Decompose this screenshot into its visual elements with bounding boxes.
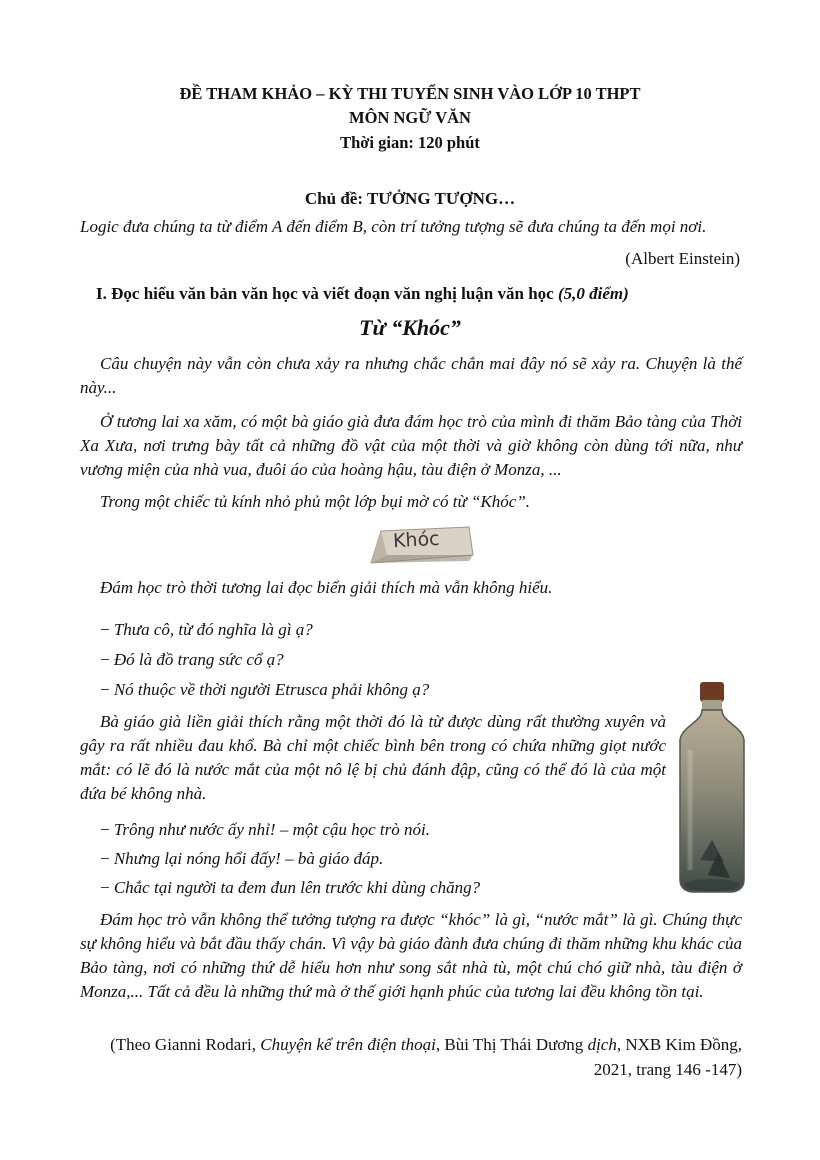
source-translator-role: dịch (587, 1035, 617, 1054)
section-heading (96, 281, 776, 306)
subject-title: MÔN NGỮ VĂN (349, 108, 471, 127)
paragraph-3: Trong một chiếc tủ kính nhỏ phủ một lớp bụi mờ có từ “Khóc”. (100, 492, 531, 511)
paragraph-2: Ở tương lai xa xăm, có một bà giáo già đưa đám học trò của mình đi thăm Bảo tàng của Thời Xa Xưa, nơi trưng bày tất cả những đồ vật của một thời và giờ không còn dùng tới nữa, như vương miện của nhà vua, đuôi áo của hoàng hậu, tàu điện ở Monza, ... (80, 412, 742, 479)
tear-bottle-illustration (672, 680, 750, 895)
paragraph-1: Câu chuyện này vẫn còn chưa xảy ra nhưng chắc chắn mai đây nó sẽ xảy ra. Chuyện là thế này... (80, 354, 742, 397)
source-part-e: , NXB Kim Đồng, (616, 1035, 742, 1054)
exam-title: ĐỀ THAM KHẢO – KỲ THI TUYỂN SINH VÀO LỚP 10 THPT (179, 84, 641, 103)
paragraph-5: Bà giáo già liền giải thích rằng một thời đó là từ được dùng rất thường xuyên và gây ra rất nhiều đau khổ. Bà chỉ một chiếc bình bên trong có chứa những giọt nước mắt: có lẽ đó là nước mắt của một nô lệ bị chủ đánh đập, cũng có thể đó là của một đứa bé không nhà. (80, 712, 666, 803)
khoc-label-illustration (365, 525, 475, 565)
epigraph-author: (Albert Einstein) (625, 249, 740, 268)
dialogue-line-4: − Trông như nước ấy nhỉ! – một cậu học trò nói. (100, 818, 660, 842)
paragraph-4: Đám học trò thời tương lai đọc biển giải thích mà vẫn không hiểu. (100, 578, 553, 597)
khoc-label-text: Khóc (392, 527, 441, 553)
time-limit: Thời gian: 120 phút (340, 133, 480, 152)
source-book-title: Chuyện kể trên điện thoại (260, 1035, 436, 1054)
story-title: Từ “Khóc” (359, 315, 461, 340)
source-part-a: (Theo Gianni Rodari, (110, 1035, 261, 1054)
dialogue-line-5: − Nhưng lại nóng hổi đấy! – bà giáo đáp. (100, 847, 660, 871)
dialogue-line-6: − Chắc tại người ta đem đun lên trước khi dùng chăng? (100, 876, 660, 900)
dialogue-line-1: − Thưa cô, từ đó nghĩa là gì ạ? (100, 618, 660, 642)
source-part-c: , Bùi Thị Thái Dương (435, 1035, 588, 1054)
section-heading-text: I. Đọc hiểu văn bản văn học và viết đoạn văn nghị luận văn học (96, 284, 558, 303)
dialogue-line-3: − Nó thuộc về thời người Etrusca phải không ạ? (100, 678, 660, 702)
source-citation-line-2: 2021, trang 146 -147) (593, 1060, 742, 1079)
section-points: (5,0 điểm) (557, 284, 629, 303)
bottle-graphic (672, 680, 750, 895)
paragraph-6: Đám học trò vẫn không thể tưởng tượng ra được “khóc” là gì, “nước mắt” là gì. Chúng thực sự không hiểu và bắt đầu thấy chán. Vì vậy bà giáo đành đưa chúng đi thăm những khu khác của Bảo tàng, nơi có những thứ dễ hiểu hơn như song sắt nhà tù, một chú chó giữ nhà, tàu điện ở Monza,... Tất cả đều là những thứ mà ở thế giới hạnh phúc của tương lai đều không tồn tại. (80, 910, 742, 1001)
source-citation (70, 1032, 742, 1057)
epigraph-quote: Logic đưa chúng ta từ điểm A đến điểm B, còn trí tưởng tượng sẽ đưa chúng ta đến mọi nơi. (80, 217, 707, 236)
topic-title: Chủ đề: TƯỞNG TƯỢNG… (304, 189, 516, 208)
dialogue-line-2: − Đó là đồ trang sức cổ ạ? (100, 648, 660, 672)
